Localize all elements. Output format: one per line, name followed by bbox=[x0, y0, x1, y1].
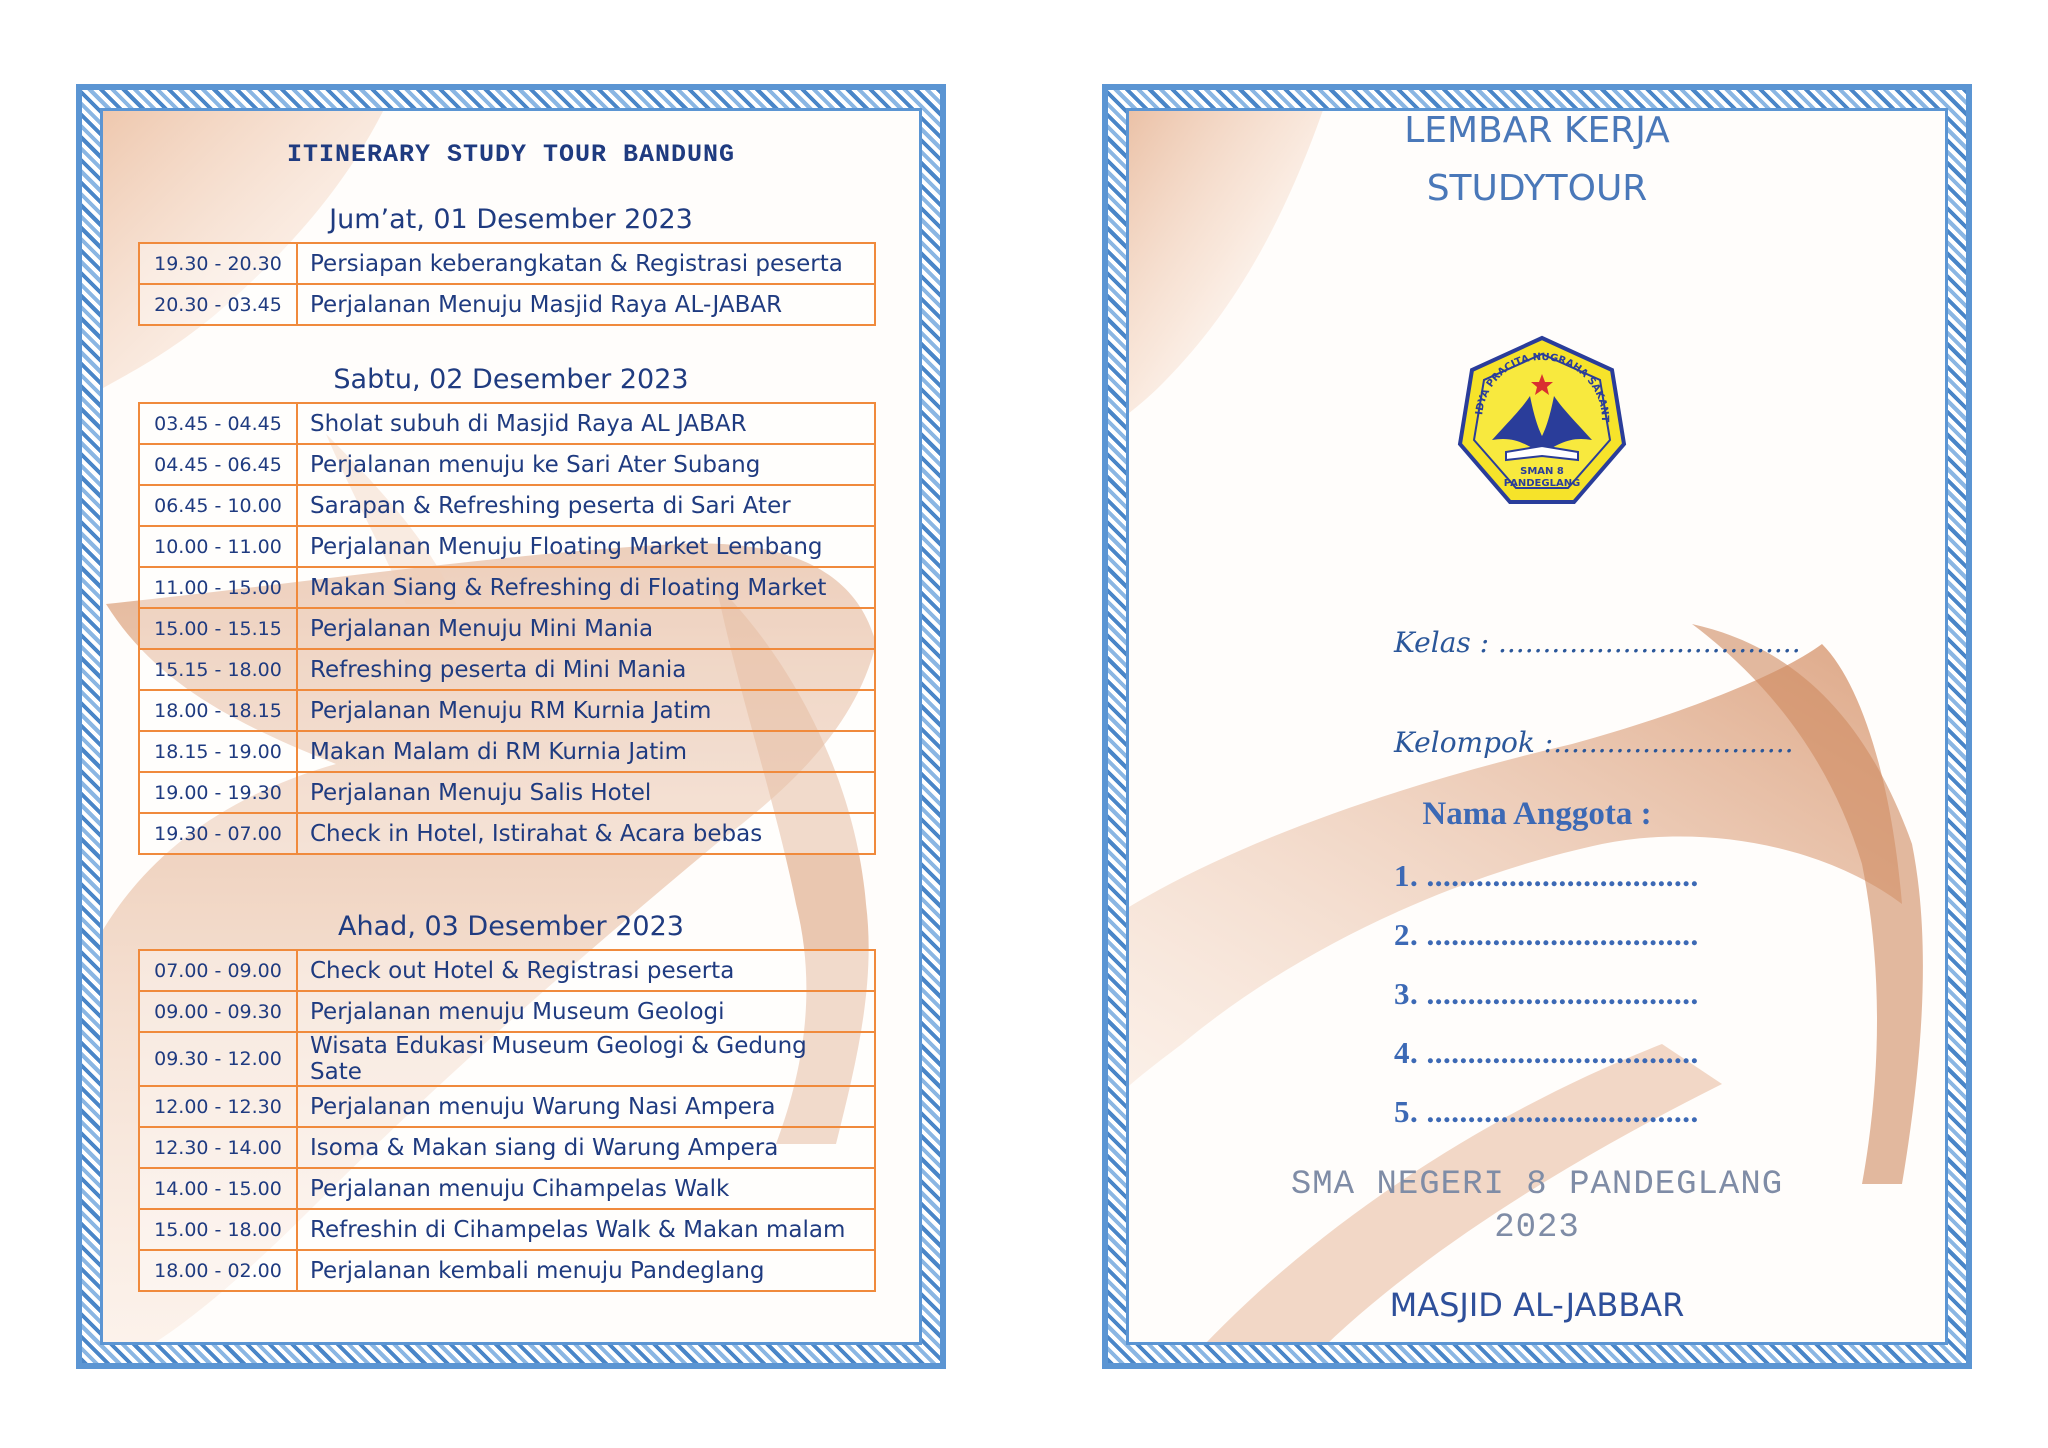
time-cell: 15.00 - 18.00 bbox=[139, 1209, 297, 1250]
activity-cell: Perjalanan Menuju RM Kurnia Jatim bbox=[297, 690, 875, 731]
emblem-name-line2: PANDEGLANG bbox=[1503, 478, 1581, 489]
activity-cell: Perjalanan Menuju Masjid Raya AL-JABAR bbox=[297, 284, 875, 325]
activity-cell: Perjalanan Menuju Floating Market Lembang bbox=[297, 526, 875, 567]
activity-cell: Makan Malam di RM Kurnia Jatim bbox=[297, 731, 875, 772]
member-line: 3. ................................. bbox=[1394, 976, 1699, 1011]
table-row bbox=[139, 403, 875, 444]
masjid-name: MASJID AL-JABBAR bbox=[1389, 1286, 1685, 1324]
table-row bbox=[139, 649, 875, 690]
activity-cell: Check in Hotel, Istirahat & Acara bebas bbox=[297, 813, 875, 854]
table-row bbox=[139, 444, 875, 485]
time-cell: 10.00 - 11.00 bbox=[139, 526, 297, 567]
table-row bbox=[139, 284, 875, 325]
time-cell: 12.00 - 12.30 bbox=[139, 1086, 297, 1127]
activity-cell: Perjalanan menuju Warung Nasi Ampera bbox=[297, 1086, 875, 1127]
cover-title-line1: LEMBAR KERJA bbox=[1404, 110, 1670, 151]
time-cell: 19.30 - 07.00 bbox=[139, 813, 297, 854]
time-cell: 14.00 - 15.00 bbox=[139, 1168, 297, 1209]
kelompok-field: Kelompok :........................... bbox=[1394, 726, 1794, 759]
day-heading-saturday: Sabtu, 02 Desember 2023 bbox=[333, 364, 689, 395]
cover-title-line2: STUDYTOUR bbox=[1426, 168, 1648, 209]
table-row bbox=[139, 1209, 875, 1250]
itinerary-title: ITINERARY STUDY TOUR BANDUNG bbox=[286, 140, 736, 169]
table-row bbox=[139, 243, 875, 284]
table-row bbox=[139, 485, 875, 526]
school-name: SMA NEGERI 8 PANDEGLANG bbox=[1290, 1166, 1784, 1204]
schedule-table-saturday bbox=[138, 402, 876, 855]
emblem-name-line1: SMAN 8 bbox=[1520, 466, 1564, 477]
time-cell: 15.00 - 15.15 bbox=[139, 608, 297, 649]
table-row bbox=[139, 772, 875, 813]
member-line: 1. ................................. bbox=[1394, 858, 1699, 893]
time-cell: 20.30 - 03.45 bbox=[139, 284, 297, 325]
schedule-table-sunday bbox=[138, 949, 876, 1292]
cover-page bbox=[1102, 84, 1972, 1369]
member-line: 5. ................................. bbox=[1394, 1094, 1699, 1129]
table-row bbox=[139, 526, 875, 567]
member-line: 4. ................................. bbox=[1394, 1035, 1699, 1070]
emblem-arc-text: IDYA PRACITA NUGRAHA SAKANT bbox=[1474, 351, 1611, 423]
time-cell: 19.00 - 19.30 bbox=[139, 772, 297, 813]
time-cell: 18.00 - 02.00 bbox=[139, 1250, 297, 1291]
school-emblem-icon bbox=[1452, 332, 1632, 512]
table-row bbox=[139, 991, 875, 1032]
table-row bbox=[139, 731, 875, 772]
activity-cell: Perjalanan menuju Museum Geologi bbox=[297, 991, 875, 1032]
time-cell: 09.30 - 12.00 bbox=[139, 1032, 297, 1086]
table-row bbox=[139, 813, 875, 854]
table-row bbox=[139, 1086, 875, 1127]
school-year: 2023 bbox=[1494, 1209, 1580, 1247]
time-cell: 04.45 - 06.45 bbox=[139, 444, 297, 485]
activity-cell: Isoma & Makan siang di Warung Ampera bbox=[297, 1127, 875, 1168]
time-cell: 12.30 - 14.00 bbox=[139, 1127, 297, 1168]
schedule-table-friday bbox=[138, 242, 876, 326]
activity-cell: Refreshing peserta di Mini Mania bbox=[297, 649, 875, 690]
activity-cell: Perjalanan menuju ke Sari Ater Subang bbox=[297, 444, 875, 485]
table-row bbox=[139, 1127, 875, 1168]
table-row bbox=[139, 950, 875, 991]
activity-cell: Perjalanan Menuju Salis Hotel bbox=[297, 772, 875, 813]
time-cell: 07.00 - 09.00 bbox=[139, 950, 297, 991]
activity-cell: Perjalanan menuju Cihampelas Walk bbox=[297, 1168, 875, 1209]
members-heading: Nama Anggota : bbox=[1422, 796, 1652, 832]
itinerary-page bbox=[76, 84, 946, 1369]
time-cell: 18.15 - 19.00 bbox=[139, 731, 297, 772]
member-line: 2. ................................. bbox=[1394, 917, 1699, 952]
activity-cell: Persiapan keberangkatan & Registrasi peserta bbox=[297, 243, 875, 284]
day-heading-sunday: Ahad, 03 Desember 2023 bbox=[338, 911, 684, 942]
activity-cell: Perjalanan Menuju Mini Mania bbox=[297, 608, 875, 649]
time-cell: 11.00 - 15.00 bbox=[139, 567, 297, 608]
activity-cell: Refreshin di Cihampelas Walk & Makan malam bbox=[297, 1209, 875, 1250]
activity-cell: Wisata Edukasi Museum Geologi & Gedung Sate bbox=[297, 1032, 875, 1086]
kelas-field: Kelas : .................................. bbox=[1394, 626, 1801, 659]
activity-cell: Sarapan & Refreshing peserta di Sari Ater bbox=[297, 485, 875, 526]
table-row bbox=[139, 1032, 875, 1086]
activity-cell: Perjalanan kembali menuju Pandeglang bbox=[297, 1250, 875, 1291]
table-row bbox=[139, 1168, 875, 1209]
time-cell: 19.30 - 20.30 bbox=[139, 243, 297, 284]
time-cell: 03.45 - 04.45 bbox=[139, 403, 297, 444]
activity-cell: Check out Hotel & Registrasi peserta bbox=[297, 950, 875, 991]
activity-cell: Sholat subuh di Masjid Raya AL JABAR bbox=[297, 403, 875, 444]
table-row bbox=[139, 608, 875, 649]
time-cell: 09.00 - 09.30 bbox=[139, 991, 297, 1032]
table-row bbox=[139, 567, 875, 608]
day-heading-friday: Jum’at, 01 Desember 2023 bbox=[329, 204, 693, 235]
time-cell: 15.15 - 18.00 bbox=[139, 649, 297, 690]
table-row bbox=[139, 690, 875, 731]
time-cell: 18.00 - 18.15 bbox=[139, 690, 297, 731]
time-cell: 06.45 - 10.00 bbox=[139, 485, 297, 526]
activity-cell: Makan Siang & Refreshing di Floating Market bbox=[297, 567, 875, 608]
table-row bbox=[139, 1250, 875, 1291]
